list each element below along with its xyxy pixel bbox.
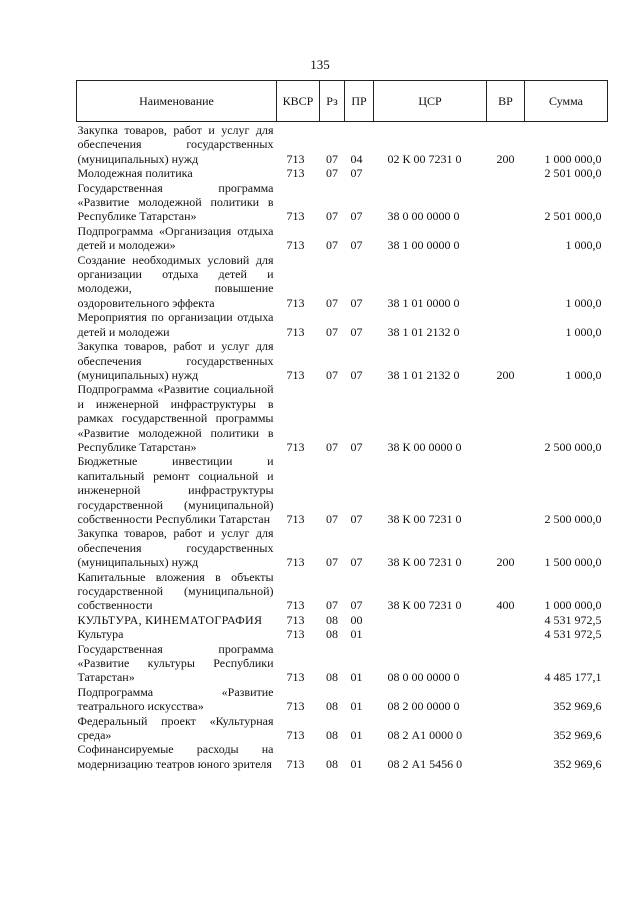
table-row — [77, 166, 608, 180]
cell-name: Федеральный проект «Культурная среда» — [77, 713, 274, 743]
cell-kvsr: 713 — [286, 612, 305, 627]
cell-name: Подпрограмма «Организация отдыха детей и молодежи» — [77, 223, 274, 253]
cell-sum: 1 000,0 — [565, 238, 602, 253]
cell-vr: 200 — [496, 151, 515, 166]
header-name: Наименование — [77, 81, 277, 122]
cell-vr — [487, 382, 525, 454]
cell-rz: 07 — [326, 439, 338, 454]
cell-name: Государственная программа «Развитие молодежной политики в Республике Татарстан» — [77, 180, 274, 224]
cell-vr — [487, 224, 525, 253]
cell-pr: 07 — [350, 209, 363, 224]
table-row — [77, 339, 608, 382]
cell-csr: 38 К 00 0000 0 — [387, 439, 462, 454]
cell-kvsr: 713 — [286, 756, 305, 771]
cell-name: Создание необходимых условий для организации отдыха детей и молодежи, повышение оздоровительного эффекта — [77, 252, 274, 310]
cell-rz: 07 — [326, 511, 338, 526]
cell-kvsr: 713 — [286, 511, 305, 526]
cell-pr: 04 — [350, 151, 363, 166]
cell-name: Закупка товаров, работ и услуг для обеспечения государственных (муниципальных) нужд — [77, 339, 274, 382]
cell-csr: 08 2 А1 5456 0 — [387, 756, 463, 771]
cell-vr — [487, 613, 525, 627]
cell-kvsr: 713 — [286, 238, 305, 253]
table-row — [77, 526, 608, 569]
cell-csr: 38 1 01 2132 0 — [387, 367, 460, 382]
cell-sum: 2 500 000,0 — [544, 511, 602, 526]
cell-name: Подпрограмма «Развитие театрального искусства» — [77, 684, 274, 714]
cell-vr — [487, 742, 525, 771]
header-vr: ВР — [487, 81, 525, 122]
cell-vr: 200 — [496, 555, 515, 570]
cell-rz: 08 — [326, 699, 338, 714]
cell-pr: 07 — [350, 324, 363, 339]
cell-sum: 1 000 000,0 — [544, 598, 602, 613]
table-row — [77, 570, 608, 613]
cell-name: Подпрограмма «Развитие социальной и инженерной инфраструктуры в рамках государственной программы «Развитие молодежной политики в Республике Татарстан» — [77, 382, 274, 454]
cell-sum: 4 485 177,1 — [544, 670, 602, 685]
cell-vr — [487, 310, 525, 339]
cell-name: Закупка товаров, работ и услуг для обеспечения государственных (муниципальных) нужд — [77, 123, 274, 166]
cell-csr: 08 2 00 0000 0 — [387, 699, 460, 714]
table-row — [77, 642, 608, 685]
cell-vr — [487, 181, 525, 224]
cell-kvsr: 713 — [286, 209, 305, 224]
table-row — [77, 454, 608, 526]
header-kvsr: КВСР — [277, 81, 320, 122]
cell-vr — [487, 685, 525, 714]
cell-sum: 1 000,0 — [565, 324, 602, 339]
cell-kvsr: 713 — [286, 699, 305, 714]
cell-rz: 07 — [326, 295, 338, 310]
cell-pr: 01 — [350, 670, 363, 685]
cell-csr: 08 0 00 0000 0 — [387, 670, 460, 685]
table-row — [77, 122, 608, 167]
cell-rz: 08 — [326, 627, 338, 642]
table-row — [77, 253, 608, 311]
cell-pr: 01 — [350, 627, 363, 642]
cell-rz: 08 — [326, 756, 338, 771]
page-number: 135 — [310, 57, 330, 72]
cell-pr: 07 — [350, 439, 363, 454]
cell-kvsr: 713 — [286, 166, 305, 181]
cell-csr: 38 0 00 0000 0 — [387, 209, 460, 224]
cell-vr: 200 — [496, 367, 515, 382]
cell-vr — [487, 627, 525, 641]
cell-kvsr: 713 — [286, 324, 305, 339]
table-row — [77, 613, 608, 627]
cell-vr — [487, 642, 525, 685]
cell-kvsr: 713 — [286, 367, 305, 382]
cell-pr: 07 — [350, 598, 363, 613]
cell-kvsr: 713 — [286, 555, 305, 570]
cell-name: Государственная программа «Развитие культуры Республики Татарстан» — [77, 641, 274, 685]
cell-pr: 07 — [350, 511, 363, 526]
cell-csr: 38 К 00 7231 0 — [387, 555, 462, 570]
table-row — [77, 310, 608, 339]
cell-vr — [487, 454, 525, 526]
cell-pr: 00 — [350, 612, 363, 627]
cell-rz: 07 — [326, 151, 338, 166]
cell-rz: 07 — [326, 598, 338, 613]
cell-pr: 07 — [350, 555, 363, 570]
table-row — [77, 714, 608, 743]
header-sum: Сумма — [525, 81, 608, 122]
cell-csr: 38 К 00 7231 0 — [387, 511, 462, 526]
cell-kvsr: 713 — [286, 439, 305, 454]
cell-rz: 07 — [326, 367, 338, 382]
cell-sum: 2 501 000,0 — [544, 209, 602, 224]
cell-sum: 1 500 000,0 — [544, 555, 602, 570]
budget-table — [76, 80, 608, 771]
cell-sum: 1 000,0 — [565, 367, 602, 382]
cell-csr: 38 1 01 2132 0 — [387, 324, 460, 339]
table-row — [77, 181, 608, 224]
cell-csr: 38 1 01 0000 0 — [387, 295, 460, 310]
header-csr: ЦСР — [374, 81, 487, 122]
cell-kvsr: 713 — [286, 670, 305, 685]
cell-kvsr: 713 — [286, 295, 305, 310]
cell-pr: 01 — [350, 728, 363, 743]
table-row — [77, 627, 608, 641]
cell-name: Культура — [77, 627, 124, 642]
cell-sum: 352 969,6 — [553, 699, 602, 714]
cell-csr — [374, 613, 487, 627]
table-header — [77, 81, 608, 122]
table-row — [77, 382, 608, 454]
cell-rz: 08 — [326, 670, 338, 685]
cell-rz: 08 — [326, 728, 338, 743]
table-row — [77, 685, 608, 714]
cell-sum: 352 969,6 — [553, 728, 602, 743]
table-row — [77, 742, 608, 771]
cell-sum: 2 500 000,0 — [544, 439, 602, 454]
cell-csr: 38 К 00 7231 0 — [387, 598, 462, 613]
cell-name: Софинансируемые расходы на модернизацию театров юного зрителя — [77, 742, 274, 771]
cell-sum: 352 969,6 — [553, 756, 602, 771]
cell-name: Мероприятия по организации отдыха детей и молодежи — [77, 310, 274, 339]
cell-csr: 08 2 А1 0000 0 — [387, 728, 463, 743]
cell-csr: 38 1 00 0000 0 — [387, 238, 460, 253]
cell-sum: 2 501 000,0 — [544, 166, 602, 181]
cell-sum: 1 000,0 — [565, 295, 602, 310]
cell-sum: 4 531 972,5 — [544, 627, 602, 642]
cell-rz: 07 — [326, 324, 338, 339]
cell-vr — [487, 253, 525, 311]
cell-pr: 07 — [350, 367, 363, 382]
cell-name: Бюджетные инвестиции и капитальный ремонт социальной и инженерной инфраструктуры государственной (муниципальной) собственности Республики Татарстан — [77, 454, 274, 526]
cell-name: Молодежная политика — [77, 166, 193, 181]
cell-rz: 08 — [326, 612, 338, 627]
cell-csr — [374, 166, 487, 180]
header-rz: Рз — [320, 81, 345, 122]
cell-kvsr: 713 — [286, 151, 305, 166]
cell-name: КУЛЬТУРА, КИНЕМАТОГРАФИЯ — [77, 612, 263, 627]
cell-vr — [487, 714, 525, 743]
cell-name: Капитальные вложения в объекты государственной (муниципальной) собственности — [77, 569, 274, 613]
cell-rz: 07 — [326, 166, 338, 181]
cell-csr: 02 К 00 7231 0 — [387, 151, 462, 166]
table-body — [77, 122, 608, 772]
cell-csr — [374, 627, 487, 641]
cell-pr: 01 — [350, 699, 363, 714]
cell-kvsr: 713 — [286, 627, 305, 642]
cell-pr: 07 — [350, 295, 363, 310]
cell-pr: 01 — [350, 756, 363, 771]
cell-sum: 1 000 000,0 — [544, 151, 602, 166]
cell-pr: 07 — [350, 238, 363, 253]
table-row — [77, 224, 608, 253]
cell-sum: 4 531 972,5 — [544, 612, 602, 627]
cell-vr — [487, 166, 525, 180]
cell-name: Закупка товаров, работ и услуг для обеспечения государственных (муниципальных) нужд — [77, 526, 274, 570]
header-pr: ПР — [345, 81, 374, 122]
cell-rz: 07 — [326, 209, 338, 224]
cell-kvsr: 713 — [286, 728, 305, 743]
cell-rz: 07 — [326, 555, 338, 570]
cell-pr: 07 — [350, 166, 363, 181]
cell-rz: 07 — [326, 238, 338, 253]
cell-vr: 400 — [496, 598, 515, 613]
cell-kvsr: 713 — [286, 598, 305, 613]
